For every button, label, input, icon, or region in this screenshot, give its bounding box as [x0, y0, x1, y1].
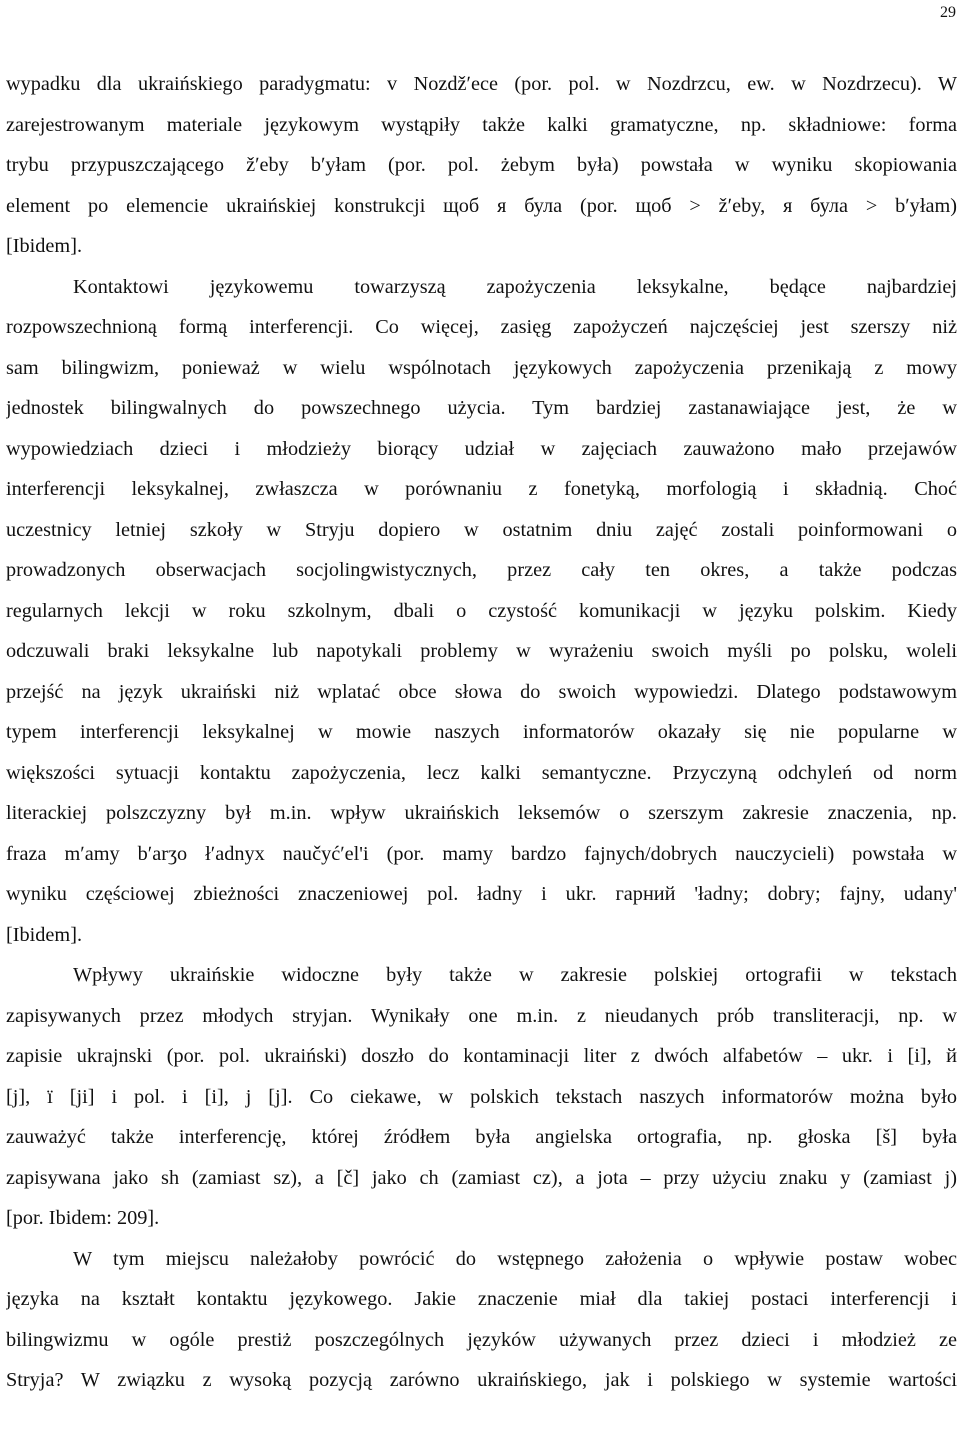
paragraph-1	[6, 64, 957, 267]
text-line: trybu przypuszczającego žʹeby bʹyłam (por. pol. żebym była) powstała w wyniku skopiowania	[6, 154, 957, 176]
text-line: wypowiedziach dzieci i młodzieży biorący udział w zajęciach zauważono mało przejawów	[6, 437, 957, 460]
text-line: odczuwali braki leksykalne lub napotykali problemy w wyrażeniu swoich myśli po polsku, woleli	[6, 640, 957, 662]
text-line: zapisie ukrajnski (por. pol. ukraiński) doszło do kontaminacji liter z dwóch alfabetów – ukr. і [i], й	[6, 1045, 957, 1067]
text-line: Kontaktowi językowemu towarzyszą zapożyczenia leksykalne, będące najbardziej	[73, 275, 957, 298]
text-line: wyniku częściowej zbieżności znaczeniowej pol. ładny i ukr. гарний 'ładny; dobry; fajny, udany'	[6, 883, 957, 905]
text-line: większości sytuacji kontaktu zapożyczenia, lecz kalki semantyczne. Przyczyną odchyleń od norm	[6, 761, 957, 784]
text-line: zarejestrowanym materiale językowym wystąpiły także kalki gramatyczne, np. składniowe: forma	[6, 113, 957, 136]
paragraph-3	[6, 955, 957, 1239]
text-line: rozpowszechnioną formą interferencji. Co więcej, zasięg zapożyczeń najczęściej jest szerszy niż	[6, 316, 957, 338]
page-number: 29	[940, 4, 956, 21]
text-line: zapisywana jako sh (zamiast sz), a [č] jako ch (zamiast cz), a jota – przy użyciu znaku y (zamiast j)	[6, 1166, 957, 1189]
text-line: zapisywanych przez młodych stryjan. Wynikały one m.in. z nieudanych prób transliteracji, np. w	[6, 1004, 957, 1027]
text-line: przejść na język ukraiński niż wplatać obce słowa do swoich wypowiedzi. Dlatego podstawowym	[6, 680, 957, 703]
text-line: interferencji leksykalnej, zwłaszcza w porównaniu z fonetyką, morfologią i składnią. Choć	[6, 478, 957, 500]
text-line: Wpływy ukraińskie widoczne były także w zakresie polskiej ortografii w tekstach	[73, 964, 957, 986]
text-line: sam bilingwizm, ponieważ w wielu wspólnotach językowych zapożyczenia przenikają z mowy	[6, 356, 957, 379]
text-line: literackiej polszczyzny był m.in. wpływ ukraińskich leksemów o szerszym zakresie znaczenia, np.	[6, 802, 957, 824]
document-body	[6, 64, 957, 1401]
paragraph-2	[6, 267, 957, 956]
text-line: fraza mʹamy bʹarʒo łʹadnyx naučyćʹel'i (por. mamy bardzo fajnych/dobrych nauczycieli) powstała w	[6, 842, 957, 865]
text-line: typem interferencji leksykalnej w mowie naszych informatorów okazały się nie popularne w	[6, 721, 957, 743]
text-line: [por. Ibidem: 209].	[6, 1207, 160, 1229]
text-line: Stryja? W związku z wysoką pozycją zarówno ukraińskiego, jak i polskiego w systemie wartości	[6, 1369, 957, 1391]
text-line: wypadku dla ukraińskiego paradygmatu: v Nozdžʹece (por. pol. w Nozdrzcu, ew. w Nozdrzecu). W	[6, 73, 957, 95]
text-line: prowadzonych obserwacjach socjolingwistycznych, przez cały ten okres, a także podczas	[6, 559, 957, 581]
text-line: W tym miejscu należałoby powrócić do wstępnego założenia o wpływie postaw wobec	[73, 1247, 957, 1270]
text-line: uczestnicy letniej szkoły w Stryju dopiero w ostatnim dniu zajęć zostali poinformowani o	[6, 518, 957, 541]
text-line: element po elemencie ukraińskiej konstrukcji щоб я була (por. щоб > žʹeby, я була > bʹyłam)	[6, 194, 957, 217]
text-line: jednostek bilingwalnych do powszechnego użycia. Tym bardziej zastanawiające jest, że w	[6, 397, 957, 419]
text-line: języka na kształt kontaktu językowego. Jakie znaczenie miał dla takiej postaci interferencji i	[6, 1288, 957, 1310]
text-line: bilingwizmu w ogóle prestiż poszczególnych języków używanych przez dzieci i młodzież ze	[6, 1328, 957, 1351]
text-line: zauważyć także interferencję, której źródłem była angielska ortografia, np. głoska [š] była	[6, 1126, 957, 1148]
paragraph-4	[6, 1239, 957, 1401]
text-line: [Ibidem].	[6, 923, 83, 946]
text-line: regularnych lekcji w roku szkolnym, dbali o czystość komunikacji w języku polskim. Kiedy	[6, 599, 957, 622]
text-line: [j], ї [ji] i pol. i [i], j [j]. Co ciekawe, w polskich tekstach naszych informatorów można było	[6, 1085, 957, 1108]
text-line: [Ibidem].	[6, 235, 83, 257]
